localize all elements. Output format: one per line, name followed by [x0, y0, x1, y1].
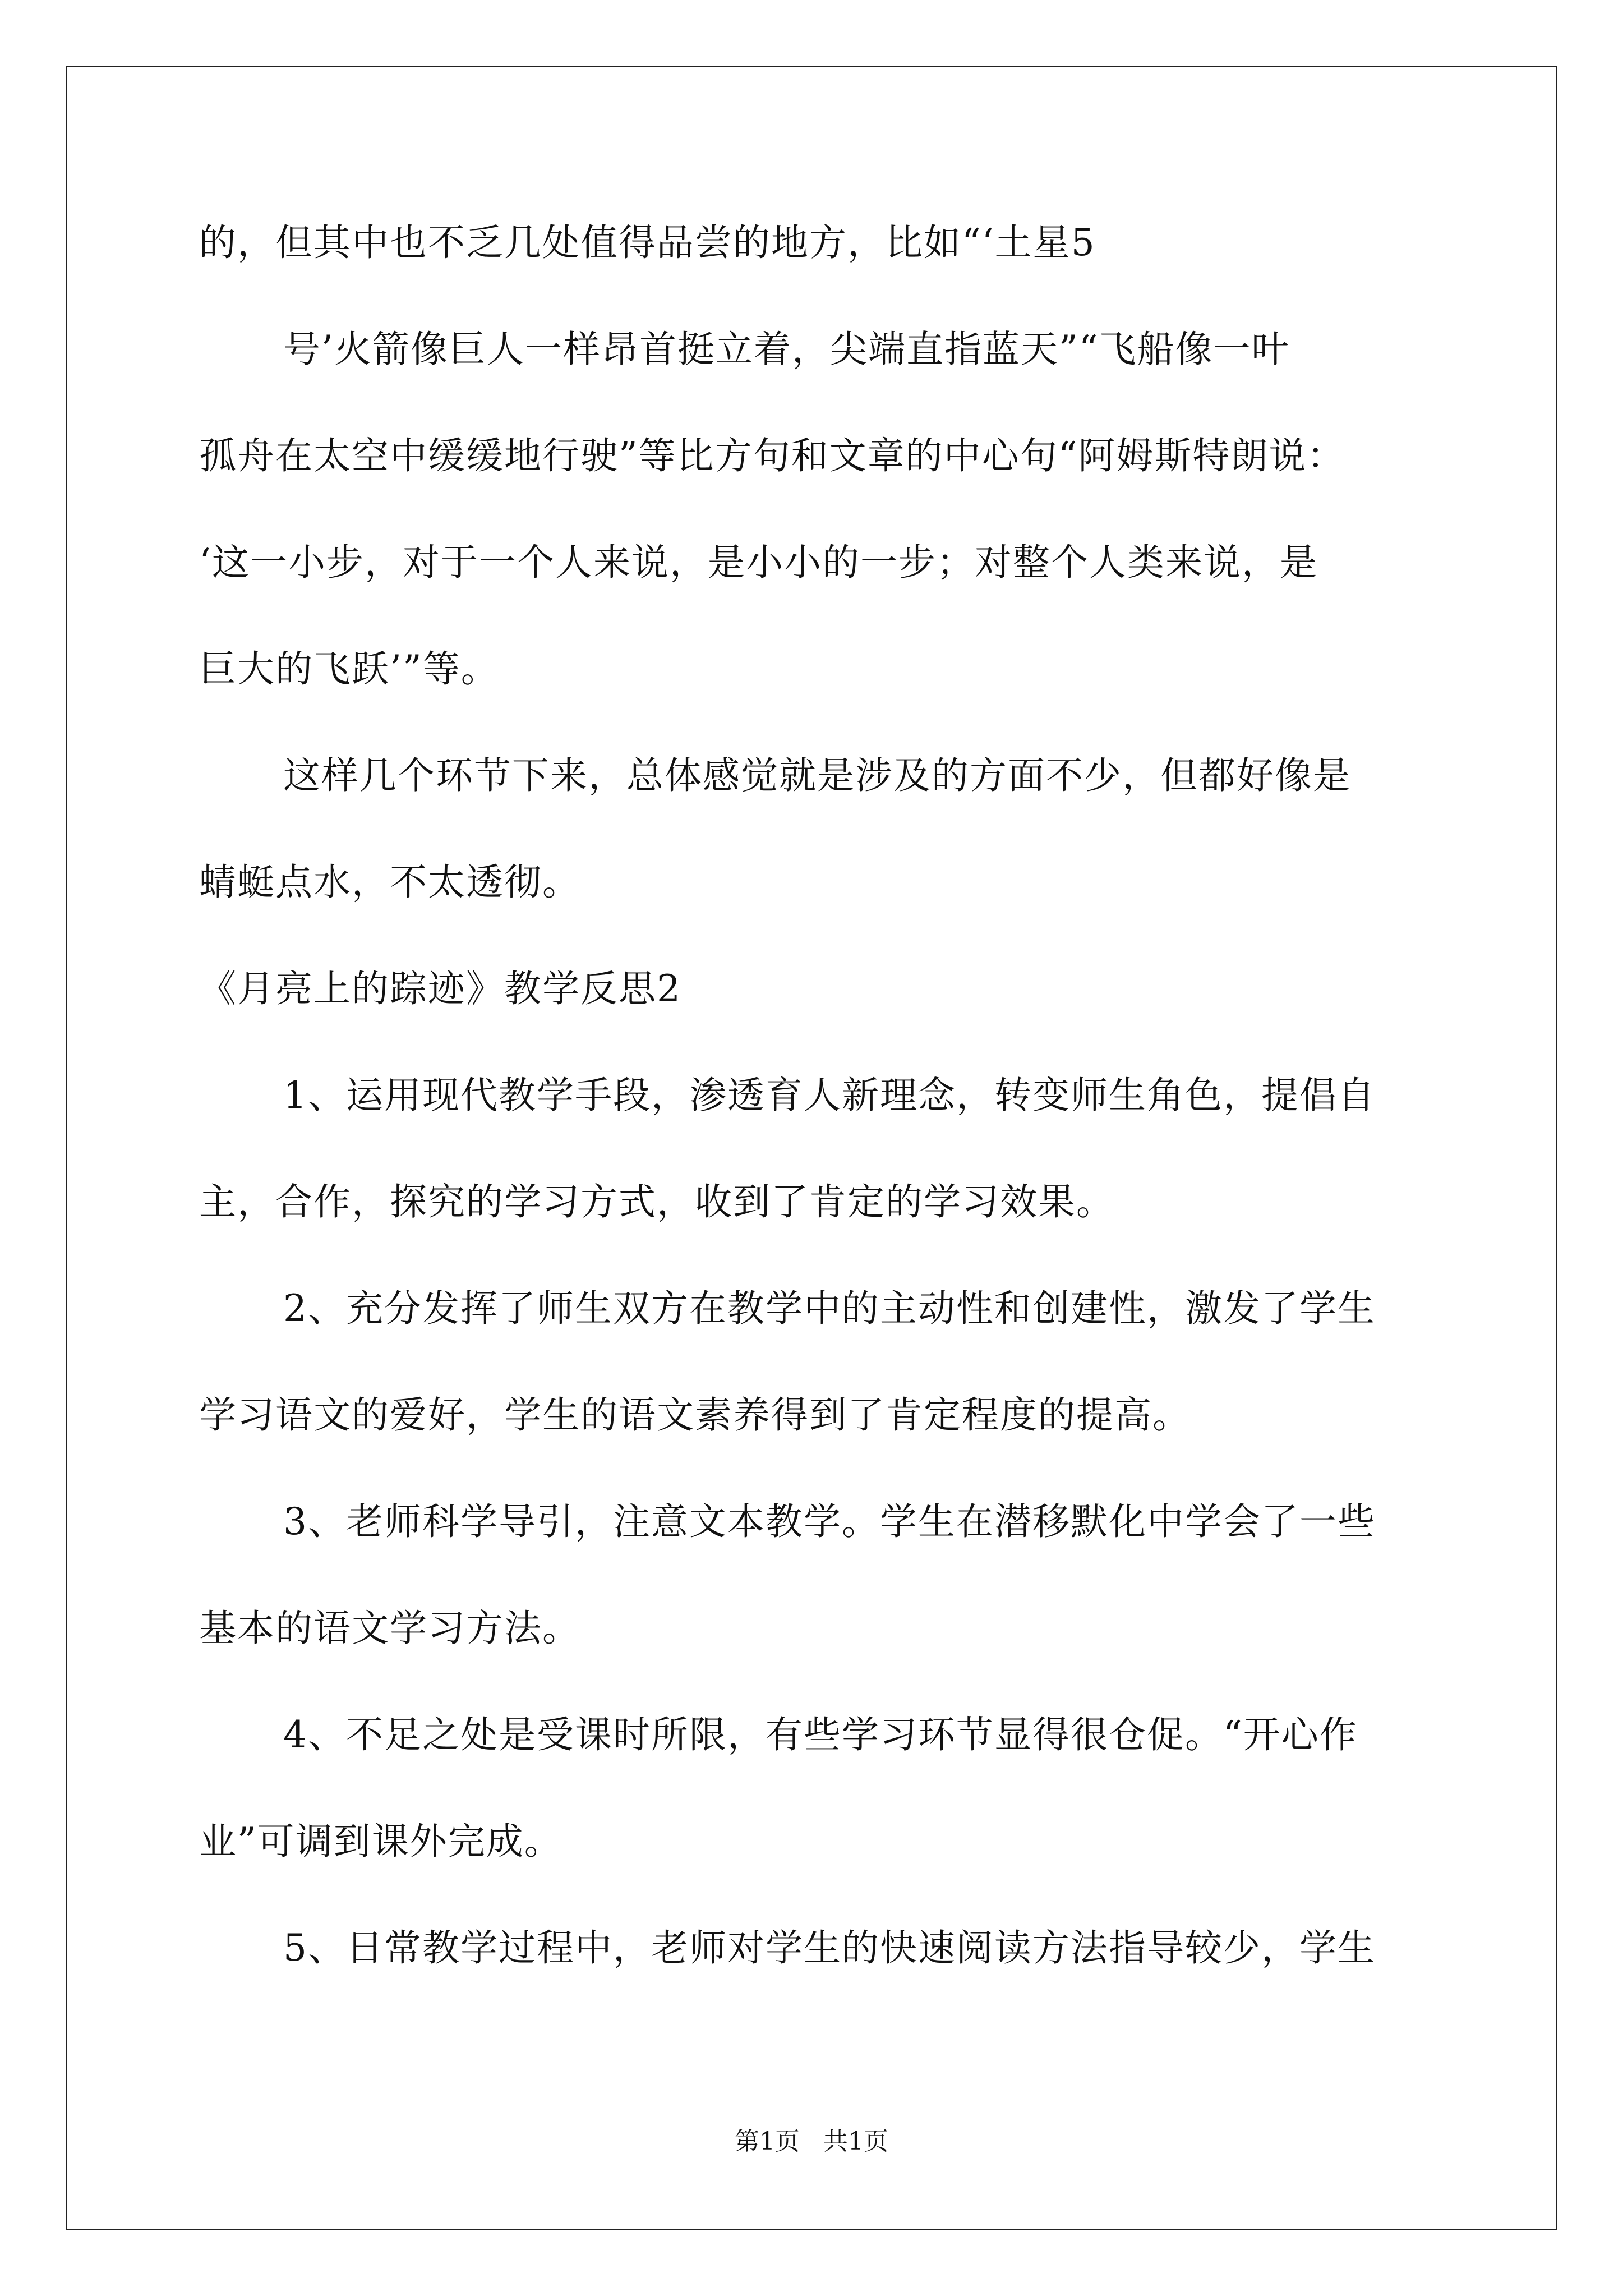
paragraph-line: 1、运用现代教学手段，渗透育人新理念，转变师生角色，提倡自 [283, 1074, 1376, 1117]
page-number: 第1页 共1页 [735, 2127, 888, 2156]
paragraph-line: 的，但其中也不乏几处值得品尝的地方，比如“‘土星5 [199, 221, 1096, 264]
paragraph-line: 蜻蜓点水，不太透彻。 [199, 861, 580, 904]
paragraph-line: 5、日常教学过程中，老师对学生的快速阅读方法指导较少，学生 [283, 1926, 1376, 1970]
paragraph-line: 孤舟在太空中缓缓地行驶”等比方句和文章的中心句“阿姆斯特朗说： [199, 434, 1345, 477]
paragraph-line: 4、不足之处是受课时所限，有些学习环节显得很仓促。“开心作 [283, 1713, 1358, 1756]
paragraph-line: 2、充分发挥了师生双方在教学中的主动性和创建性，激发了学生 [283, 1287, 1376, 1330]
paragraph-line: 这样几个环节下来，总体感觉就是涉及的方面不少，但都好像是 [283, 754, 1351, 797]
paragraph-line: 业”可调到课外完成。 [199, 1820, 562, 1863]
paragraph-line: 3、老师科学导引，注意文本教学。学生在潜移默化中学会了一些 [283, 1500, 1376, 1543]
paragraph-line: ‘这一小步，对于一个人来说，是小小的一步；对整个人类来说，是 [199, 541, 1318, 584]
paragraph-line: 主，合作，探究的学习方式，收到了肯定的学习效果。 [199, 1180, 1114, 1223]
page-border [66, 66, 1557, 2230]
paragraph-line: 学习语文的爱好，学生的语文素养得到了肯定程度的提高。 [199, 1393, 1191, 1437]
paragraph-line: 巨大的飞跃’”等。 [199, 647, 499, 691]
section-heading: 《月亮上的踪迹》教学反思2 [199, 967, 681, 1010]
paragraph-line: 基本的语文学习方法。 [199, 1607, 580, 1650]
paragraph-line: 号’火箭像巨人一样昂首挺立着，尖端直指蓝天”“飞船像一叶 [283, 328, 1290, 371]
